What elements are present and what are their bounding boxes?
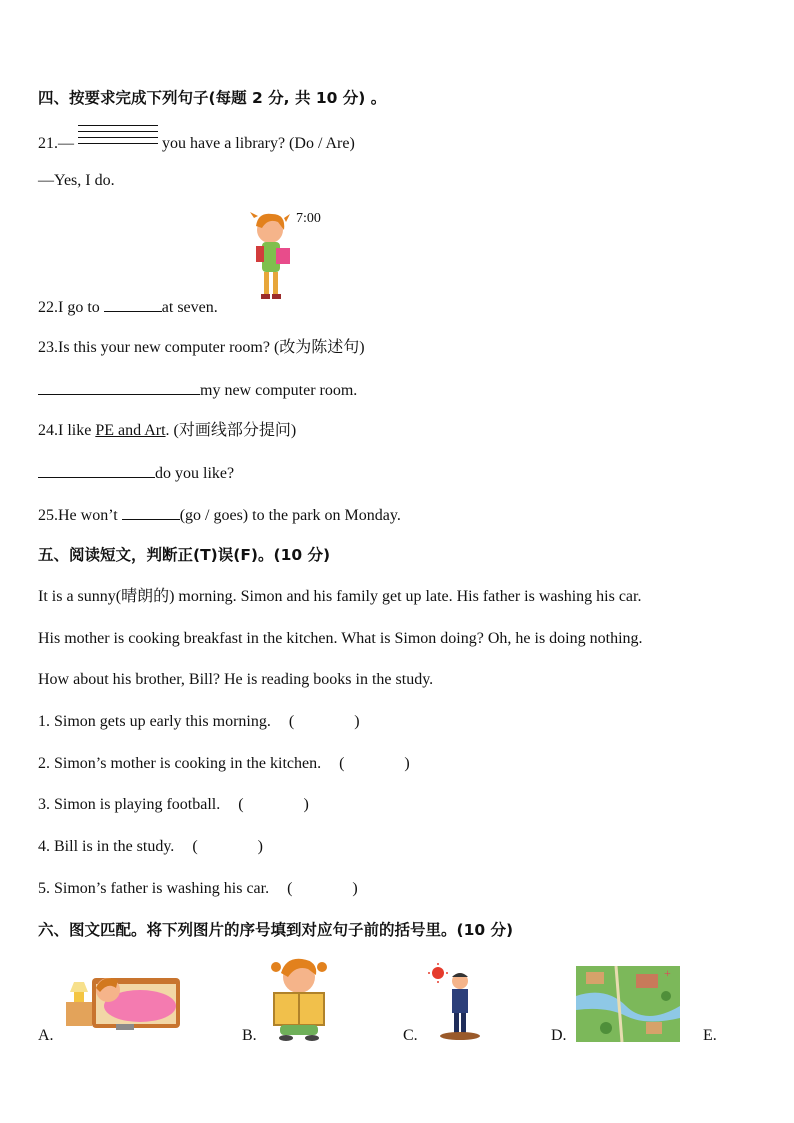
tf-item-3-open-paren: ( (238, 796, 244, 813)
q24-post: . (对画线部分提问) (165, 422, 297, 439)
hot-man-illustration (428, 963, 490, 1041)
tf-item-5-text: 5. Simon’s father is washing his car. (38, 880, 270, 897)
q22-time-label: 7:00 (296, 211, 321, 226)
question-23 (38, 338, 365, 358)
q24-answer-blank[interactable] (38, 462, 155, 478)
tf-item-2 (38, 754, 410, 774)
q22-pre: I go to (58, 299, 100, 316)
q24-pre: I like (58, 422, 92, 439)
q21-text: you have a library? (Do / Are) (162, 135, 355, 152)
section6-heading: 六、图文匹配。将下列图片的序号填到对应句子前的括号里。(10 分) (38, 921, 514, 939)
tf-item-1-open-paren: ( (288, 713, 295, 730)
option-d-label: D. (551, 1027, 567, 1044)
q23-answer-text: my new computer room. (200, 382, 358, 399)
question-24 (38, 421, 296, 441)
tf-item-1 (38, 712, 360, 732)
tf-item-4 (38, 837, 263, 857)
question-22 (38, 296, 218, 318)
q23-number: 23. (38, 339, 58, 356)
option-e-label: E. (703, 1027, 717, 1044)
tf-item-2-close-paren: ) (404, 755, 410, 772)
q21-answer-blank[interactable] (78, 134, 158, 154)
tf-item-5-close-paren: ) (352, 880, 358, 897)
question-25 (38, 504, 401, 526)
passage-line-1: It is a sunny(晴朗的) morning. Simon and his family get up late. His father is washing his car. (38, 588, 642, 605)
section4-heading: 四、按要求完成下列句子(每题 2 分, 共 10 分) 。 (38, 89, 387, 107)
tf-item-3-close-paren: ) (303, 796, 309, 813)
q24-answer-line (38, 462, 234, 484)
tf-item-4-close-paren: ) (257, 838, 263, 855)
q24-answer-text: do you like? (155, 465, 235, 482)
tf-item-4-text: 4. Bill is in the study. (38, 838, 175, 855)
q21-number: 21. (38, 135, 58, 152)
q22-answer-blank[interactable] (104, 296, 162, 312)
tf-item-1-text: 1. Simon gets up early this morning. (38, 713, 271, 730)
tf-item-2-open-paren: ( (339, 755, 345, 772)
q24-underlined: PE and Art (95, 422, 166, 439)
tf-item-5-open-paren: ( (287, 880, 293, 897)
tf-item-2-text: 2. Simon’s mother is cooking in the kitchen. (38, 755, 322, 772)
passage-line-2: His mother is cooking breakfast in the kitchen. What is Simon doing? Oh, he is doing nothing. (38, 630, 643, 647)
tf-item-4-open-paren: ( (192, 838, 198, 855)
reading-girl-illustration (266, 955, 332, 1043)
q25-pre: He won’t (58, 507, 118, 524)
q23-answer-line (38, 379, 357, 401)
q21-answer: —Yes, I do. (38, 172, 115, 189)
passage-line-3: How about his brother, Bill? He is reading books in the study. (38, 671, 434, 688)
q25-post: (go / goes) to the park on Monday. (179, 507, 401, 524)
q23-text: Is this your new computer room? (改为陈述句) (58, 339, 365, 356)
question-21 (38, 134, 355, 154)
q24-number: 24. (38, 422, 58, 439)
q23-answer-blank[interactable] (38, 379, 200, 395)
q21-dash: — (58, 135, 74, 152)
tf-item-1-close-paren: ) (354, 713, 360, 730)
q25-number: 25. (38, 507, 58, 524)
q22-post: at seven. (161, 299, 218, 316)
tf-item-5 (38, 879, 358, 899)
option-c-label: C. (403, 1027, 418, 1044)
q25-answer-blank[interactable] (122, 504, 180, 520)
plus-marker-icon: + (664, 966, 671, 980)
option-b-label: B. (242, 1027, 257, 1044)
tf-item-3 (38, 795, 309, 815)
section5-heading: 五、阅读短文，判断正(T)误(F)。(10 分) (38, 546, 331, 564)
tf-item-3-text: 3. Simon is playing football. (38, 796, 221, 813)
option-a-label: A. (38, 1027, 54, 1044)
q22-number: 22. (38, 299, 58, 316)
sleeping-girl-illustration (62, 962, 186, 1038)
